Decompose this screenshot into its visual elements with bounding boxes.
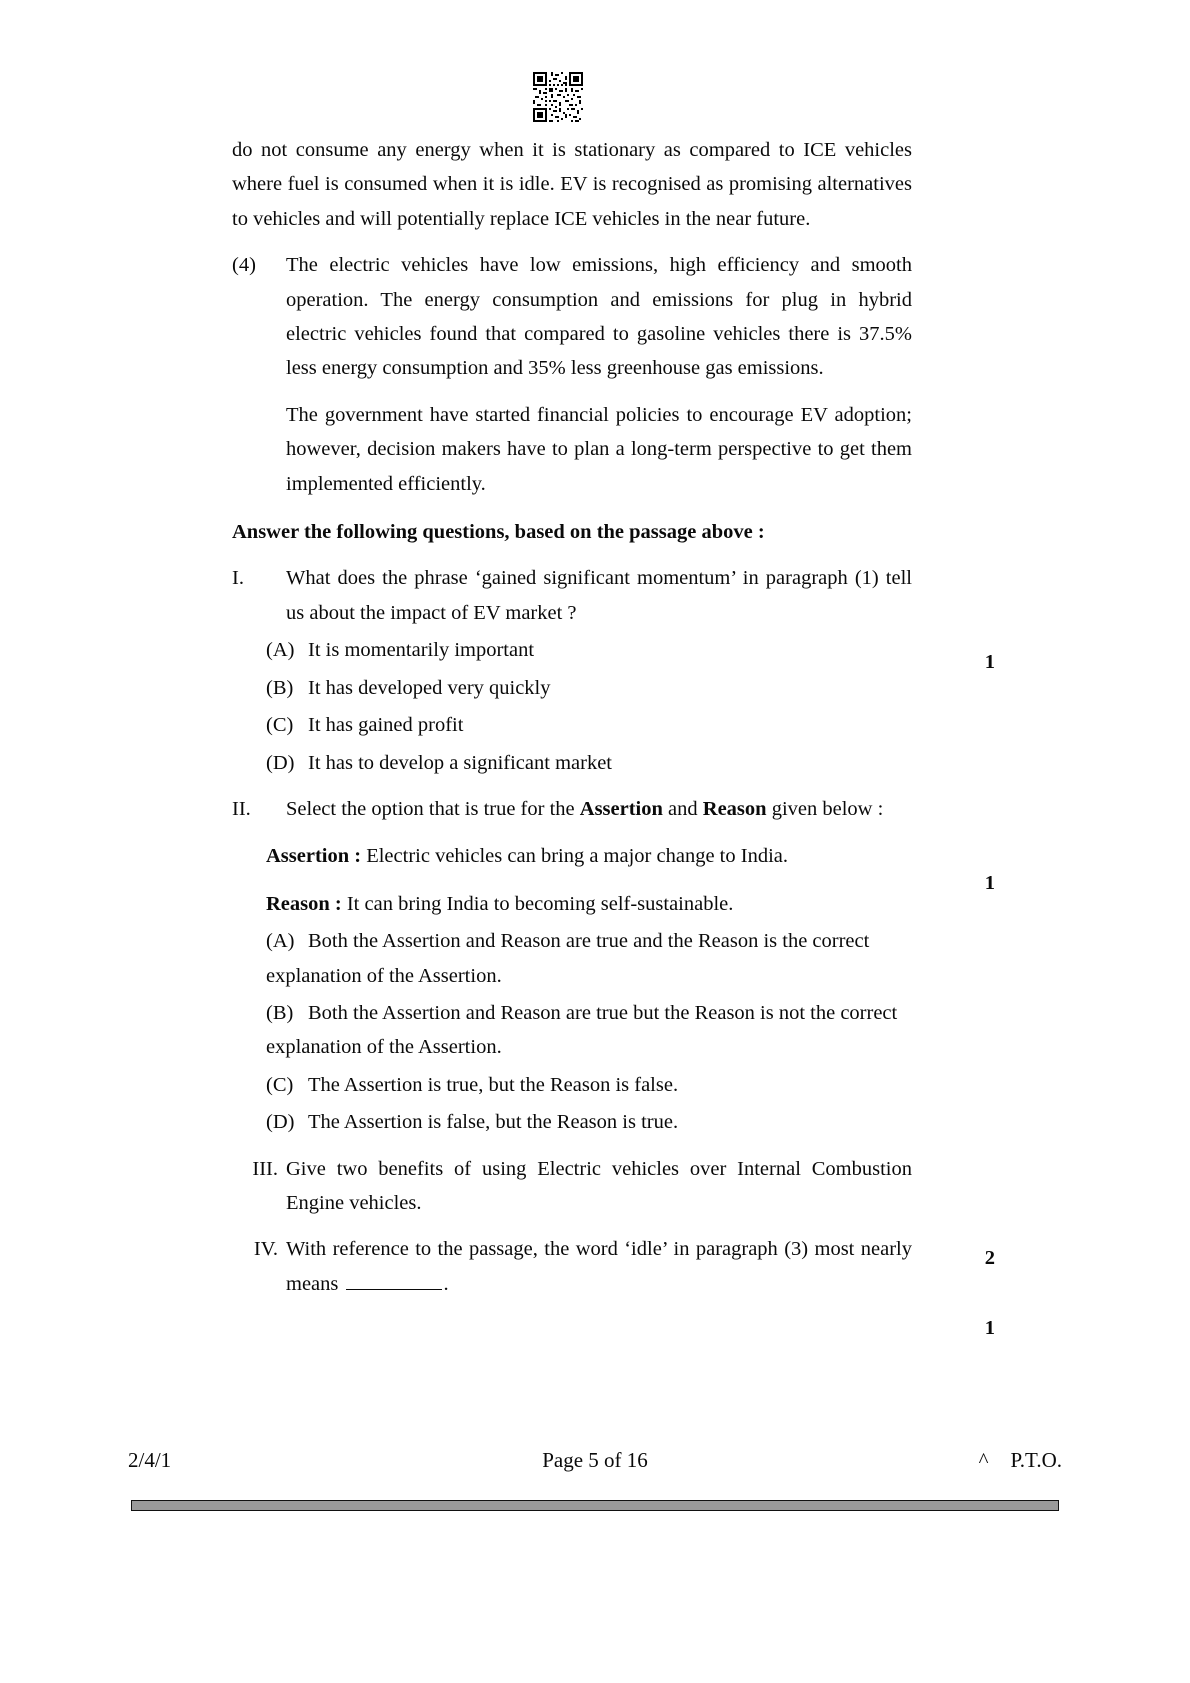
question-2 [232, 792, 912, 826]
assertion-text: Electric vehicles can bring a major change to India. [361, 845, 788, 868]
instruction-heading: Answer the following questions, based on the passage above : [232, 521, 765, 544]
question-2-text-part-1: Select the option that is true for the [286, 797, 580, 820]
question-2-text-part-3: given below : [766, 797, 884, 820]
question-1 [232, 561, 912, 630]
option-text: Both the Assertion and Reason are true and the Reason is the correct explanation of the Assertion. [266, 930, 870, 987]
question-4-text [286, 1232, 912, 1301]
passage-paragraph-4 [232, 248, 912, 386]
pto-group [862, 1448, 1062, 1473]
pto-label: P.T.O. [1010, 1448, 1062, 1472]
passage-continued-paragraph: do not consume any energy when it is stationary as compared to ICE vehicles where fuel is consumed when it is idle. EV is recognised as promising alternatives to vehicles and will potentially replace ICE vehicles in the near future. [232, 139, 912, 230]
question-1-option-d[interactable] [266, 746, 912, 780]
question-4-text-after-blank: . [443, 1272, 449, 1295]
question-2-option-a[interactable] [266, 924, 912, 993]
option-label: (A) [266, 639, 295, 662]
question-3 [232, 1152, 912, 1221]
paper-code: 2/4/1 [128, 1448, 172, 1472]
question-3-text: Give two benefits of using Electric vehicles over Internal Combustion Engine vehicles. [286, 1157, 912, 1214]
paragraph-5-text: The government have started financial policies to encourage EV adoption; however, decision makers have to plan a long-term perspective to get them implemented efficiently. [286, 403, 912, 495]
reason-text: It can bring India to becoming self-sustainable. [341, 892, 734, 915]
option-text: It has gained profit [308, 714, 464, 737]
question-4 [232, 1232, 912, 1301]
answer-blank[interactable] [346, 1272, 442, 1290]
page-number-label: Page 5 of 16 [542, 1448, 648, 1472]
question-4-text-before-blank: With reference to the passage, the word ‘idle’ in paragraph (3) most nearly means [286, 1238, 912, 1295]
question-1-option-a[interactable] [266, 633, 912, 667]
question-2-option-d[interactable] [266, 1105, 912, 1139]
question-1-option-c[interactable] [266, 708, 912, 742]
reason-statement [266, 887, 912, 921]
qr-code-icon [533, 72, 583, 122]
option-label: (B) [266, 676, 294, 699]
question-3-marker: III. [252, 1157, 278, 1180]
question-2-text [286, 792, 912, 826]
option-label: (D) [266, 1111, 295, 1134]
assertion-statement [266, 839, 912, 873]
question-3-marks: 2 [984, 1247, 995, 1269]
option-text: The Assertion is false, but the Reason is true. [308, 1111, 679, 1134]
question-1-option-b[interactable] [266, 671, 912, 705]
option-text: It has developed very quickly [308, 676, 551, 699]
question-1-marker: I. [232, 567, 244, 590]
option-label: (D) [266, 751, 295, 774]
page-footer [128, 1448, 1062, 1473]
assertion-label: Assertion : [266, 845, 362, 868]
option-label: (A) [266, 930, 295, 953]
question-1-text: What does the phrase ‘gained significant momentum’ in paragraph (1) tell us about the impact of EV market ? [286, 567, 912, 624]
question-2-marks: 1 [984, 872, 995, 894]
passage-paragraph-5 [232, 398, 912, 501]
option-label: (C) [266, 1073, 294, 1096]
option-label: (B) [266, 1001, 294, 1024]
question-4-marks: 1 [984, 1317, 995, 1339]
option-label: (C) [266, 714, 294, 737]
paragraph-4-text: The electric vehicles have low emissions, high efficiency and smooth operation. The energy consumption and emissions for plug in hybrid electric vehicles found that compared to gasoline vehicles there is 37.5% less energy consumption and 35% less greenhouse gas emissions. [286, 254, 912, 380]
footer-rule [131, 1500, 1059, 1511]
question-1-marks: 1 [984, 651, 995, 673]
question-4-marker: IV. [253, 1238, 278, 1261]
question-2-marker: II. [232, 797, 251, 820]
option-text: It has to develop a significant market [308, 751, 612, 774]
question-2-bold-reason: Reason [702, 797, 767, 820]
question-2-option-b[interactable] [266, 996, 912, 1065]
option-text: Both the Assertion and Reason are true but the Reason is not the correct explanation of the Assertion. [266, 1001, 898, 1059]
paragraph-4-marker: (4) [232, 254, 256, 277]
reason-label: Reason : [266, 892, 342, 915]
question-2-text-part-2: and [662, 797, 703, 820]
question-2-option-c[interactable] [266, 1068, 912, 1102]
question-2-bold-assertion: Assertion [579, 797, 663, 820]
caret-icon: ^ [978, 1448, 989, 1472]
page-body [232, 133, 912, 1301]
option-text: The Assertion is true, but the Reason is false. [308, 1073, 679, 1096]
option-text: It is momentarily important [308, 639, 535, 662]
